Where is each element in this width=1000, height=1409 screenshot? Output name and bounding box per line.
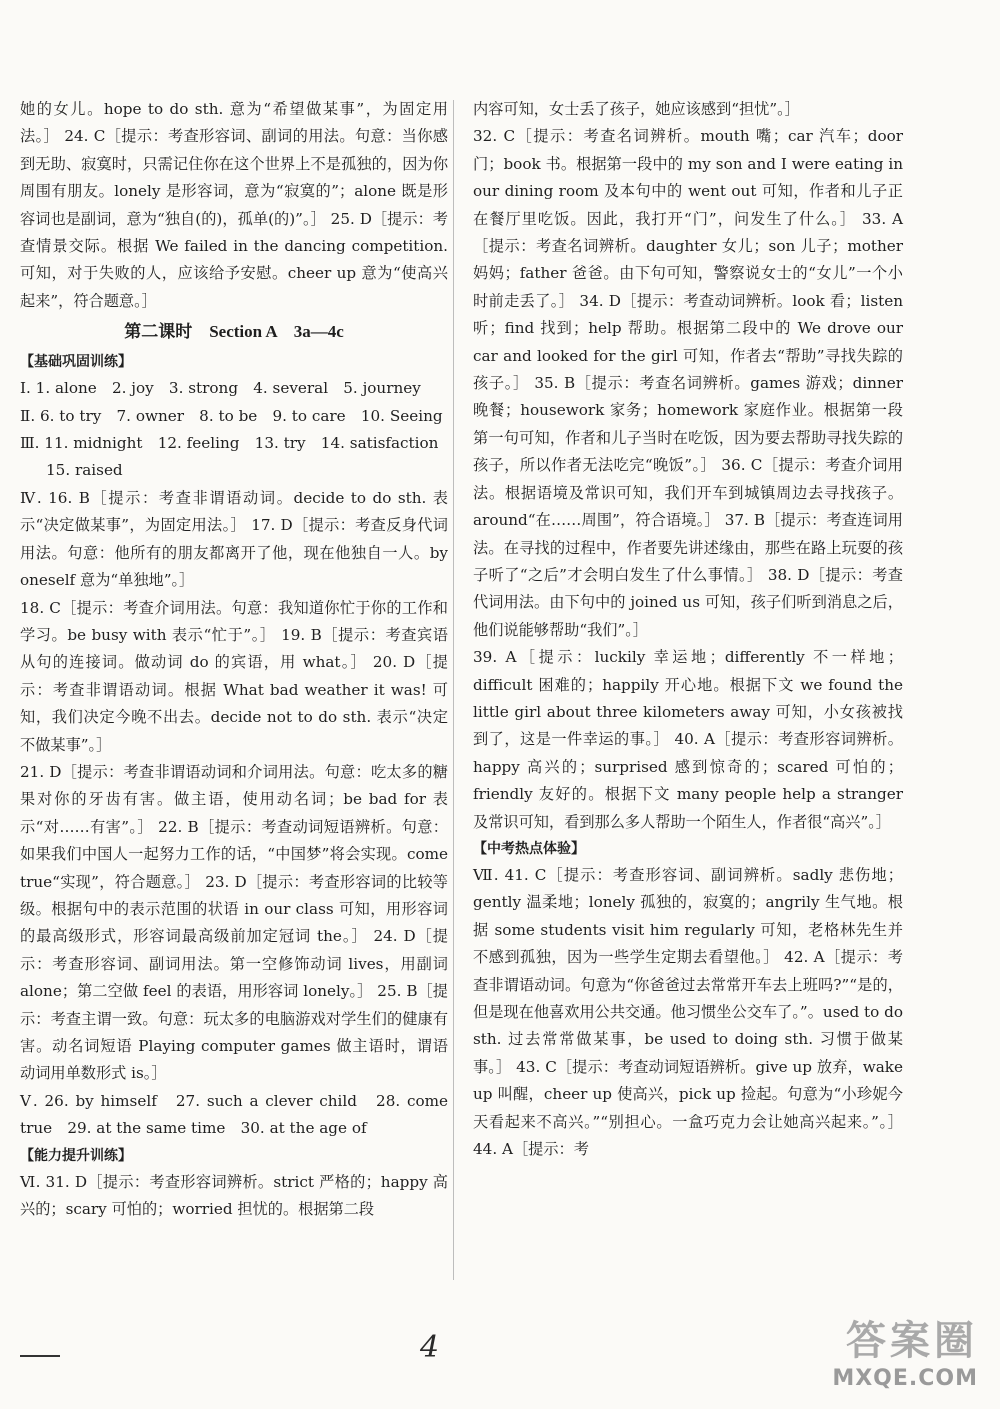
answer-item: Ⅵ. 31. D［提示：考查形容词辨析。strict 严格的；happy 高兴的；scary 可怕的；worried 担忧的。根据第二段 bbox=[20, 1172, 448, 1219]
answer-paragraph: 39. A［提示：luckily 幸运地；differently 不一样地；difficult 困难的；happily 开心地。根据下文 we found the little girl about three kilometers away 可知，小女孩被找到了，这是一件幸运的事。］ 40. A［提示：考查形容词辨析。happy 高兴的；surprised 感到惊奇的；scared 可怕的；friendly 友好的。根据下文 many people help a stranger 及常识可知，看到那么多人帮助一个陌生人，作者很“高兴”。］ bbox=[473, 648, 903, 831]
answer-item: 21. D［提示：考查非谓语动词和介词用法。句意：吃太多的糖果对你的牙齿有害。做主语，使用动名词；be bad for 表示“对……有害”。］ 22. B［提示：考查动词短语辨析。句意：如果我们中国人一起努力工作的话，“中国梦”将会实现。come true“实现”，符合题意。］ 23. D［提示：考查形容词的比较等级。根据句中的表示范围的状语 in our class 可知，用形容词的最高级形式，形容词最高级前加定冠词 the。］ 24. D［提示：考查形容词、副词用法。第一空修饰动词 lives，用副词 alone；第二空做 feel 的表语，用形容词 lonely。］ 25. B［提示：考查主谓一致。句意：玩太多的电脑游戏对学生们的健康有害。动名词短语 Playing computer games 做主语时，谓语动词用单数形式 is。］ bbox=[20, 762, 448, 1083]
answer-item: Ⅴ. 26. by himself 27. such a clever child 28. come true 29. at the same time 30. at the age of bbox=[20, 1091, 448, 1138]
corner-mark bbox=[20, 1355, 60, 1357]
page-number: 4 bbox=[420, 1330, 440, 1365]
left-column bbox=[20, 96, 448, 1223]
section-label: 【能力提升训练】 bbox=[20, 1147, 132, 1164]
watermark bbox=[832, 1309, 978, 1391]
answer-paragraph: Ⅶ. 41. C［提示：考查形容词、副词辨析。sadly 悲伤地；gently 温柔地；lonely 孤独的，寂寞的；angrily 生气地。根据 some students visit him regularly 可知，老格林先生并不感到孤独，因为一些学生定期去看望他。］ 42. A［提示：考查非谓语动词。句意为“你爸爸过去常常开车去上班吗?”“是的，但是现在他喜欢用公共交通。他习惯坐公交车了。”。used to do sth. 过去常常做某事，be used to doing sth. 习惯于做某事。］ 43. C［提示：考查动词短语辨析。give up 放弃，wake up 叫醒，cheer up 使高兴，pick up 捡起。句意为“小珍妮今天看起来不高兴。”“别担心。一盒巧克力会让她高兴起来。”。］ 44. A［提示：考 bbox=[473, 865, 903, 1159]
answer-paragraph: 她的女儿。hope to do sth. 意为“希望做某事”，为固定用法。］ 24. C［提示：考查形容词、副词的用法。句意：当你感到无助、寂寞时，只需记住你在这个世界上不是孤独的，因为你周围有朋友。lonely 是形容词，意为“寂寞的”；alone 既是形容词也是副词，意为“独自(的)，孤单(的)”。］ 25. D［提示：考查情景交际。根据 We failed in the dancing competition. 可知，对于失败的人，应该给予安慰。cheer up 意为“使高兴起来”，符合题意。］ bbox=[20, 100, 448, 310]
answer-item: 18. C［提示：考查介词用法。句意：我知道你忙于你的工作和学习。be busy with 表示“忙于”。］ 19. B［提示：考查宾语从句的连接词。做动词 do 的宾语，用 what。］ 20. D［提示：考查非谓语动词。根据 What bad weather it was! 可知，我们决定今晚不出去。decide not to do sth. 表示“决定不做某事”。］ bbox=[20, 598, 448, 754]
lesson-heading: 第二课时 Section A 3a—4c bbox=[124, 322, 344, 342]
answer-paragraph: 32. C［提示：考查名词辨析。mouth 嘴；car 汽车；door 门；book 书。根据第一段中的 my son and I were eating in our dining room 及本句中的 went out 可知，作者和儿子正在餐厅里吃饭。因此，我打开“门”，问发生了什么。］ 33. A［提示：考查名词辨析。daughter 女儿；son 儿子；mother 妈妈；father 爸爸。由下句可知，警察说女士的“女儿”一个小时前走丢了。］ 34. D［提示：考查动词辨析。look 看；listen 听；find 找到；help 帮助。根据第二段中的 We drove our car and looked for the girl 可知，作者去“帮助”寻找失踪的孩子。］ 35. B［提示：考查名词辨析。games 游戏；dinner 晚餐；housework 家务；homework 家庭作业。根据第一段第一句可知，作者和儿子当时在吃饭，因为要去帮助寻找失踪的孩子，所以作者无法吃完“晚饭”。］ 36. C［提示：考查介词用法。根据语境及常识可知，我们开车到城镇周边去寻找孩子。around“在……周围”，符合语境。］ 37. B［提示：考查连词用法。在寻找的过程中，作者要先讲述缘由，那些在路上玩耍的孩子听了“之后”才会明白发生了什么事情。］ 38. D［提示：考查代词用法。由下句中的 joined us 可知，孩子们听到消息之后，他们说能够帮助“我们”。］ bbox=[473, 127, 903, 639]
answer-item: Ⅱ. 6. to try 7. owner 8. to be 9. to care 10. Seeing bbox=[20, 406, 443, 425]
right-column bbox=[473, 96, 903, 1163]
watermark-logo: 答案圈 bbox=[846, 1318, 978, 1364]
section-label: 【中考热点体验】 bbox=[473, 840, 585, 857]
answer-item: 15. raised bbox=[46, 461, 123, 480]
answer-paragraph: 内容可知，女士丢了孩子，她应该感到“担忧”。］ bbox=[473, 100, 800, 118]
answer-item: Ⅳ. 16. B［提示：考查非谓语动词。decide to do sth. 表示“决定做某事”，为固定用法。］ 17. D［提示：考查反身代词用法。句意：他所有的朋友都离开了他，现在他独自一人。by oneself 意为“单独地”。］ bbox=[20, 488, 448, 590]
column-divider bbox=[453, 100, 454, 1280]
watermark-url: MXQE.COM bbox=[832, 1366, 978, 1391]
answer-item: Ⅲ. 11. midnight 12. feeling 13. try 14. satisfaction bbox=[20, 434, 439, 453]
answer-item: Ⅰ. 1. alone 2. joy 3. strong 4. several 5. journey bbox=[20, 379, 421, 398]
section-label: 【基础巩固训练】 bbox=[20, 354, 132, 371]
